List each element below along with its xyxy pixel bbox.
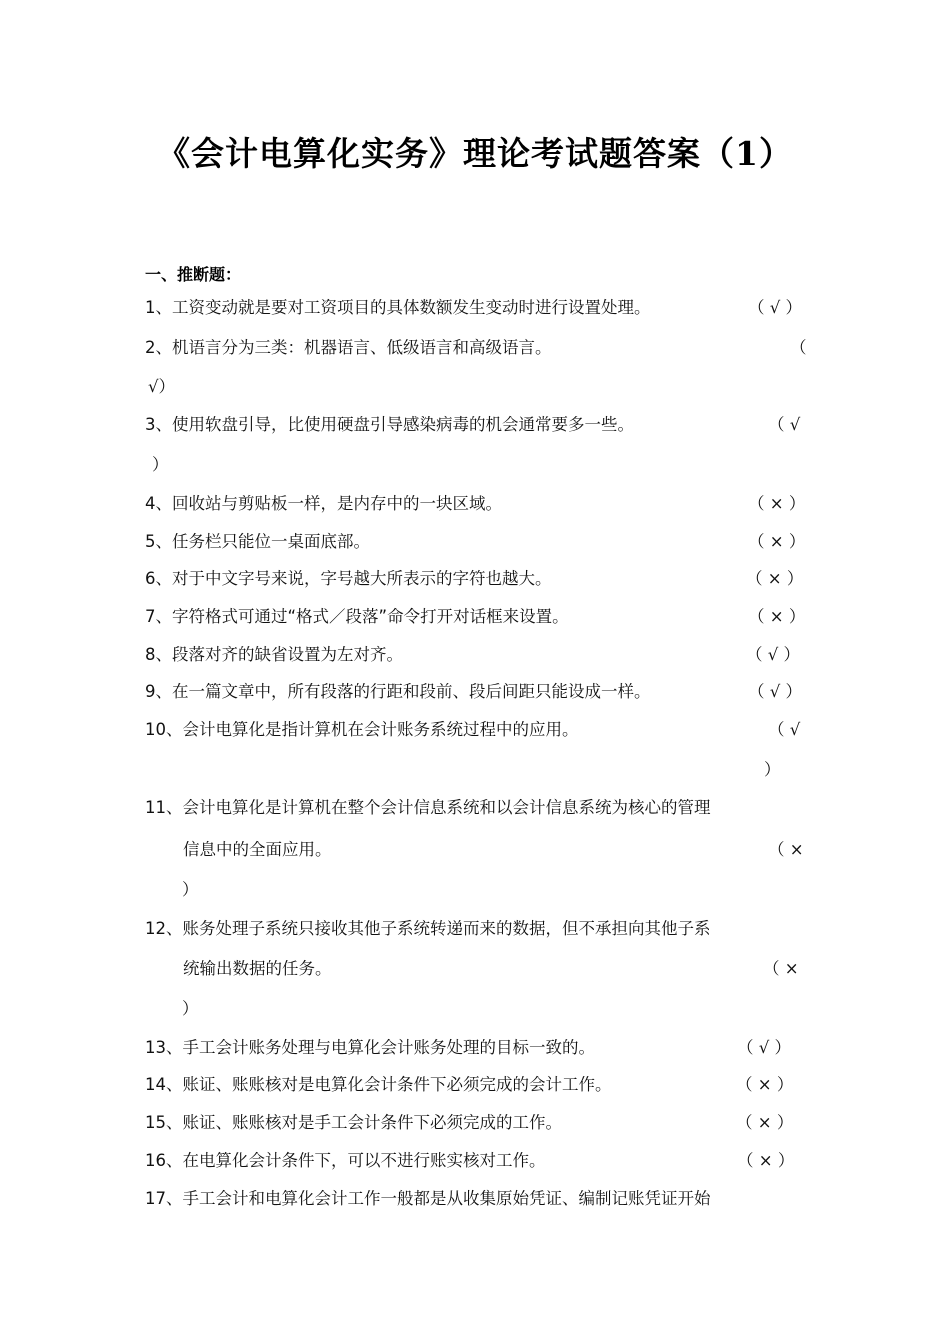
question-text: 账证、账账核对是手工会计条件下必须完成的工作。 [182,1113,562,1132]
answer-2-close: √） [148,377,176,396]
answer-11-open: （ × [768,840,804,859]
answer-7: （ × ） [748,607,806,626]
question-4 [145,494,502,514]
question-number: 17、 [145,1189,183,1208]
answer-14: （ × ） [736,1075,794,1094]
question-text: 段落对齐的缺省设置为左对齐。 [172,645,403,664]
question-7 [145,607,569,627]
question-number: 7、 [145,607,172,626]
question-number: 14、 [145,1075,183,1094]
question-15 [145,1113,562,1133]
question-11-cont: 信息中的全面应用。 [183,840,332,859]
answer-16: （ × ） [737,1151,795,1170]
question-number: 2、 [145,338,172,357]
answer-8: （ √ ） [746,645,801,664]
answer-10-close: ） [764,760,781,779]
question-12 [145,919,711,939]
question-number: 1、 [145,298,172,317]
answer-2-open: （ [790,338,807,357]
question-9 [145,682,651,702]
answer-10-open: （ √ [768,720,801,739]
question-number: 5、 [145,532,172,551]
answer-3-close: ） [152,455,169,474]
question-13 [145,1038,595,1058]
answer-13: （ √ ） [737,1038,792,1057]
document-title: 《会计电算化实务》理论考试题答案（1） [157,134,793,173]
answer-12-open: （ × [763,959,799,978]
question-3 [145,415,634,435]
question-text: 账务处理子系统只接收其他子系统转递而来的数据，但不承担向其他子系 [182,919,711,938]
answer-3-open: （ √ [768,415,801,434]
answer-15: （ × ） [736,1113,794,1132]
question-number: 3、 [145,415,172,434]
question-text: 手工会计和电算化会计工作一般都是从收集原始凭证、编制记账凭证开始 [182,1189,711,1208]
question-5 [145,532,370,552]
question-6 [145,569,552,589]
question-number: 6、 [145,569,172,588]
question-text: 对于中文字号来说，字号越大所表示的字符也越大。 [172,569,552,588]
question-text: 在电算化会计条件下，可以不进行账实核对工作。 [182,1151,546,1170]
question-text: 会计电算化是指计算机在会计账务系统过程中的应用。 [182,720,579,739]
answer-9: （ √ ） [748,682,803,701]
question-12-cont: 统输出数据的任务。 [183,959,332,978]
answer-12-close: ） [182,999,199,1018]
question-10 [145,720,579,740]
answer-5: （ × ） [748,532,806,551]
question-text: 回收站与剪贴板一样，是内存中的一块区域。 [172,494,502,513]
question-11 [145,798,711,818]
question-2 [145,338,552,358]
question-text: 使用软盘引导，比使用硬盘引导感染病毒的机会通常要多一些。 [172,415,634,434]
question-text: 任务栏只能位一桌面底部。 [172,532,370,551]
answer-11-close: ） [182,880,199,899]
question-text: 在一篇文章中，所有段落的行距和段前、段后间距只能设成一样。 [172,682,651,701]
question-text: 手工会计账务处理与电算化会计账务处理的目标一致的。 [182,1038,595,1057]
question-number: 15、 [145,1113,183,1132]
question-text: 字符格式可通过“格式／段落”命令打开对话框来设置。 [172,607,569,626]
question-number: 10、 [145,720,183,739]
question-16 [145,1151,546,1171]
question-17 [145,1189,711,1209]
question-number: 13、 [145,1038,183,1057]
section-heading: 一、推断题： [145,265,242,284]
question-number: 12、 [145,919,183,938]
answer-6: （ × ） [746,569,804,588]
question-text: 账证、账账核对是电算化会计条件下必须完成的会计工作。 [182,1075,612,1094]
answer-1: （ √ ） [748,298,803,317]
question-number: 16、 [145,1151,183,1170]
question-8 [145,645,403,665]
question-number: 8、 [145,645,172,664]
question-text: 机语言分为三类：机器语言、低级语言和高级语言。 [172,338,552,357]
question-number: 9、 [145,682,172,701]
question-number: 4、 [145,494,172,513]
question-number: 11、 [145,798,183,817]
answer-4: （ × ） [748,494,806,513]
question-1 [145,298,651,318]
question-text: 工资变动就是要对工资项目的具体数额发生变动时进行设置处理。 [172,298,651,317]
question-14 [145,1075,612,1095]
question-text: 会计电算化是计算机在整个会计信息系统和以会计信息系统为核心的管理 [182,798,711,817]
